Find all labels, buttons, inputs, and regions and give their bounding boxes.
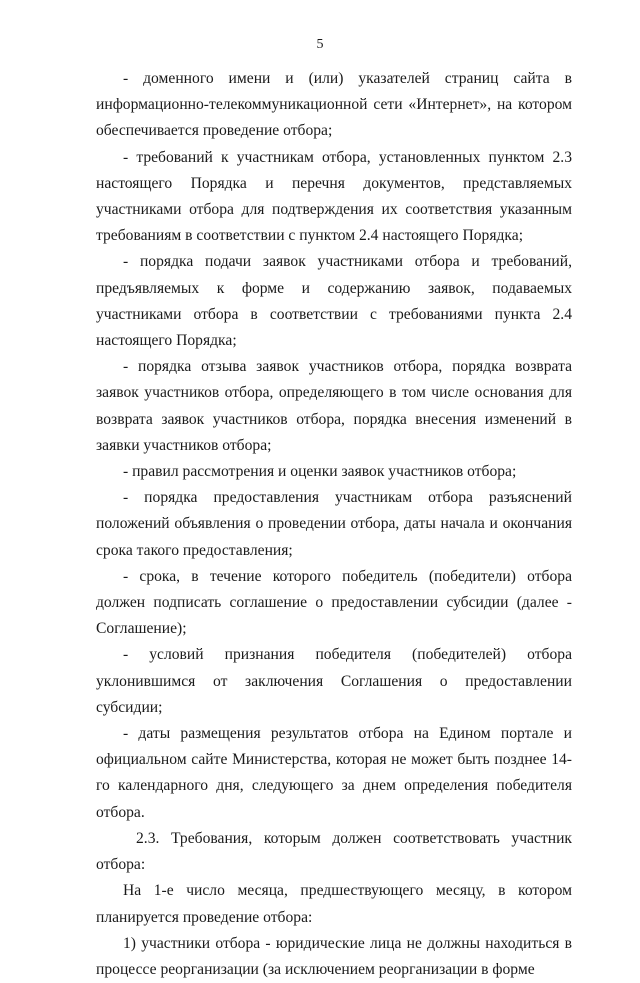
document-body — [96, 66, 572, 983]
paragraph-reference-date: На 1-е число месяца, предшествующего месяцу, в котором планируется проведение отбора: — [96, 882, 572, 926]
paragraph-results-publication: - даты размещения результатов отбора на Едином портале и официальном сайте Министерства, которая не может быть позднее 14-го календарного дня, следующего за днем определения победителя отбора. — [96, 725, 572, 821]
section-heading-2-3: 2.3. Требования, которым должен соответствовать участник отбора: — [96, 829, 572, 874]
paragraph-application-procedure: - порядка подачи заявок участниками отбора и требований, предъявляемых к форме и содержанию заявок, подаваемых участниками отбора в соответствии с требованиями пункта 2.4 настоящего Порядка; — [96, 253, 572, 350]
page-number: 5 — [316, 37, 324, 52]
paragraph-evaluation-rules: - правил рассмотрения и оценки заявок участников отбора; — [123, 463, 517, 481]
paragraph-evasion-conditions: - условий признания победителя (победителей) отбора уклонившимся от заключения Соглашения о предоставлении субсидии; — [96, 646, 572, 716]
paragraph-participant-requirements: - требований к участникам отбора, установленных пунктом 2.3 настоящего Порядка и перечня документов, представляемых участниками отбора для подтверждения их соответствия указанным требованиям в соответствии с пунктом 2.4 настоящего Порядка; — [96, 148, 572, 245]
paragraph-requirement-1: 1) участники отбора - юридические лица не должны находиться в процессе реорганизации (за исключением реорганизации в форме — [96, 934, 572, 978]
paragraph-domain-name: - доменного имени и (или) указателей страниц сайта в информационно-телекоммуникационной сети «Интернет», на котором обеспечивается проведение отбора; — [96, 70, 572, 140]
paragraph-agreement-deadline: - срока, в течение которого победитель (победители) отбора должен подписать соглашение о предоставлении субсидии (далее - Соглашение); — [96, 567, 572, 638]
paragraph-application-withdrawal: - порядка отзыва заявок участников отбора, порядка возврата заявок участников отбора, определяющего в том числе основания для возврата заявок участников отбора, порядка внесения изменений в заявки участников отбора; — [96, 358, 572, 454]
paragraph-clarifications: - порядка предоставления участникам отбора разъяснений положений объявления о проведении отбора, даты начала и окончания срока такого предоставления; — [96, 489, 572, 559]
